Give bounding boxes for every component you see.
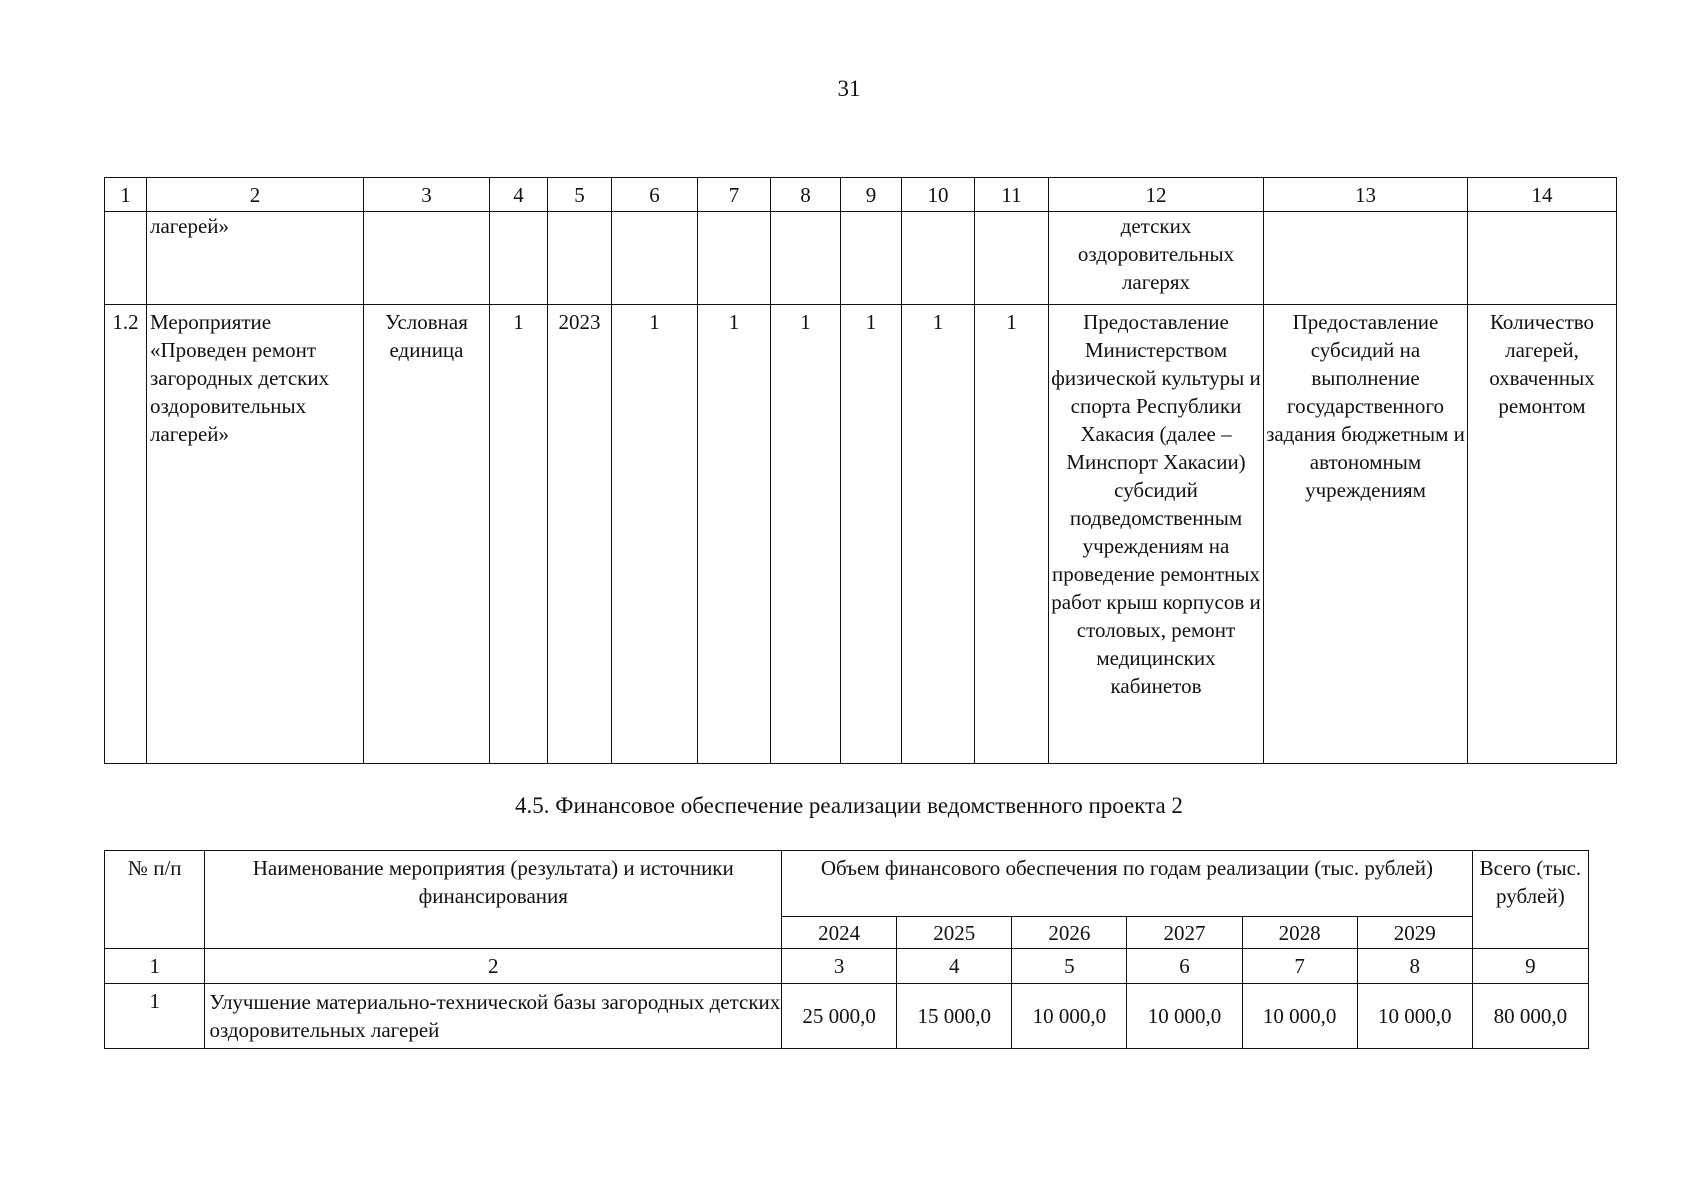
value-cell: 1 [771, 305, 841, 764]
column-number: 4 [897, 949, 1012, 984]
table-row [105, 984, 1589, 1049]
header-row [105, 851, 1589, 917]
year-header: 2025 [897, 917, 1012, 949]
table-cell [1468, 212, 1617, 305]
measure-description: Предоставление Министерством физической культуры и спорта Республики Хакасия (далее – Минспорт Хакасии) субсидий подведомственным учреждениям на проведение ремонтных работ крыш корпусов и столовых, ремонт медицинских кабинетов [1049, 305, 1264, 764]
table-cell: лагерей» [147, 212, 364, 305]
column-number-row [105, 949, 1589, 984]
column-number: 10 [902, 178, 975, 212]
amount-cell: 10 000,0 [1242, 984, 1357, 1049]
column-number: 14 [1468, 178, 1617, 212]
value-cell: 1 [698, 305, 771, 764]
year-header: 2027 [1127, 917, 1242, 949]
column-number: 5 [548, 178, 612, 212]
column-number: 6 [612, 178, 698, 212]
column-number: 7 [1242, 949, 1357, 984]
column-number: 9 [841, 178, 902, 212]
row-number: 1.2 [105, 305, 147, 764]
header-volume: Объем финансового обеспечения по годам реализации (тыс. рублей) [782, 851, 1473, 917]
table-cell [841, 212, 902, 305]
table-cell [902, 212, 975, 305]
amount-cell: 10 000,0 [1012, 984, 1127, 1049]
column-number: 1 [105, 949, 205, 984]
section-title: 4.5. Финансовое обеспечение реализации ведомственного проекта 2 [515, 793, 1183, 818]
total-cell: 80 000,0 [1472, 984, 1588, 1049]
measure-characteristic: Количество лагерей, охваченных ремонтом [1468, 305, 1617, 764]
header-name: Наименование мероприятия (результата) и источники финансирования [205, 851, 782, 949]
year-header: 2028 [1242, 917, 1357, 949]
column-number: 3 [364, 178, 490, 212]
table-cell [364, 212, 490, 305]
column-number: 12 [1049, 178, 1264, 212]
year-header: 2026 [1012, 917, 1127, 949]
amount-cell: 10 000,0 [1127, 984, 1242, 1049]
table-cell [975, 212, 1049, 305]
page-number: 31 [837, 76, 861, 101]
column-number: 9 [1472, 949, 1588, 984]
year-header: 2029 [1357, 917, 1472, 949]
table-cell [490, 212, 548, 305]
column-number: 7 [698, 178, 771, 212]
table-cell [612, 212, 698, 305]
column-number: 11 [975, 178, 1049, 212]
amount-cell: 10 000,0 [1357, 984, 1472, 1049]
header-total: Всего (тыс. рублей) [1472, 851, 1588, 949]
measure-name: Улучшение материально-технической базы загородных детских оздоровительных лагерей [205, 984, 782, 1049]
value-cell: 1 [612, 305, 698, 764]
base-value: 1 [490, 305, 548, 764]
amount-cell: 15 000,0 [897, 984, 1012, 1049]
table-cell [548, 212, 612, 305]
unit-of-measure: Условная единица [364, 305, 490, 764]
column-number: 4 [490, 178, 548, 212]
value-cell: 1 [902, 305, 975, 764]
column-number: 8 [771, 178, 841, 212]
row-number: 1 [105, 984, 205, 1049]
column-number: 6 [1127, 949, 1242, 984]
table-cell [1264, 212, 1468, 305]
header-num: № п/п [105, 851, 205, 949]
column-number: 2 [205, 949, 782, 984]
column-number-row [105, 178, 1617, 212]
column-number: 8 [1357, 949, 1472, 984]
amount-cell: 25 000,0 [782, 984, 897, 1049]
column-number: 5 [1012, 949, 1127, 984]
table-cell [105, 212, 147, 305]
value-cell: 1 [975, 305, 1049, 764]
base-year: 2023 [548, 305, 612, 764]
column-number: 1 [105, 178, 147, 212]
measure-type: Предоставление субсидий на выполнение государственного задания бюджетным и автономным учреждениям [1264, 305, 1468, 764]
continuation-row [105, 212, 1617, 305]
value-cell: 1 [841, 305, 902, 764]
table-cell [698, 212, 771, 305]
column-number: 13 [1264, 178, 1468, 212]
column-number: 3 [782, 949, 897, 984]
column-number: 2 [147, 178, 364, 212]
table-cell: детских оздоровительных лагерях [1049, 212, 1264, 305]
measure-name: Мероприятие «Проведен ремонт загородных детских оздоровительных лагерей» [147, 305, 364, 764]
table-row [105, 305, 1617, 764]
results-table [104, 177, 1617, 764]
year-header: 2024 [782, 917, 897, 949]
table-cell [771, 212, 841, 305]
financing-table [104, 850, 1589, 1049]
